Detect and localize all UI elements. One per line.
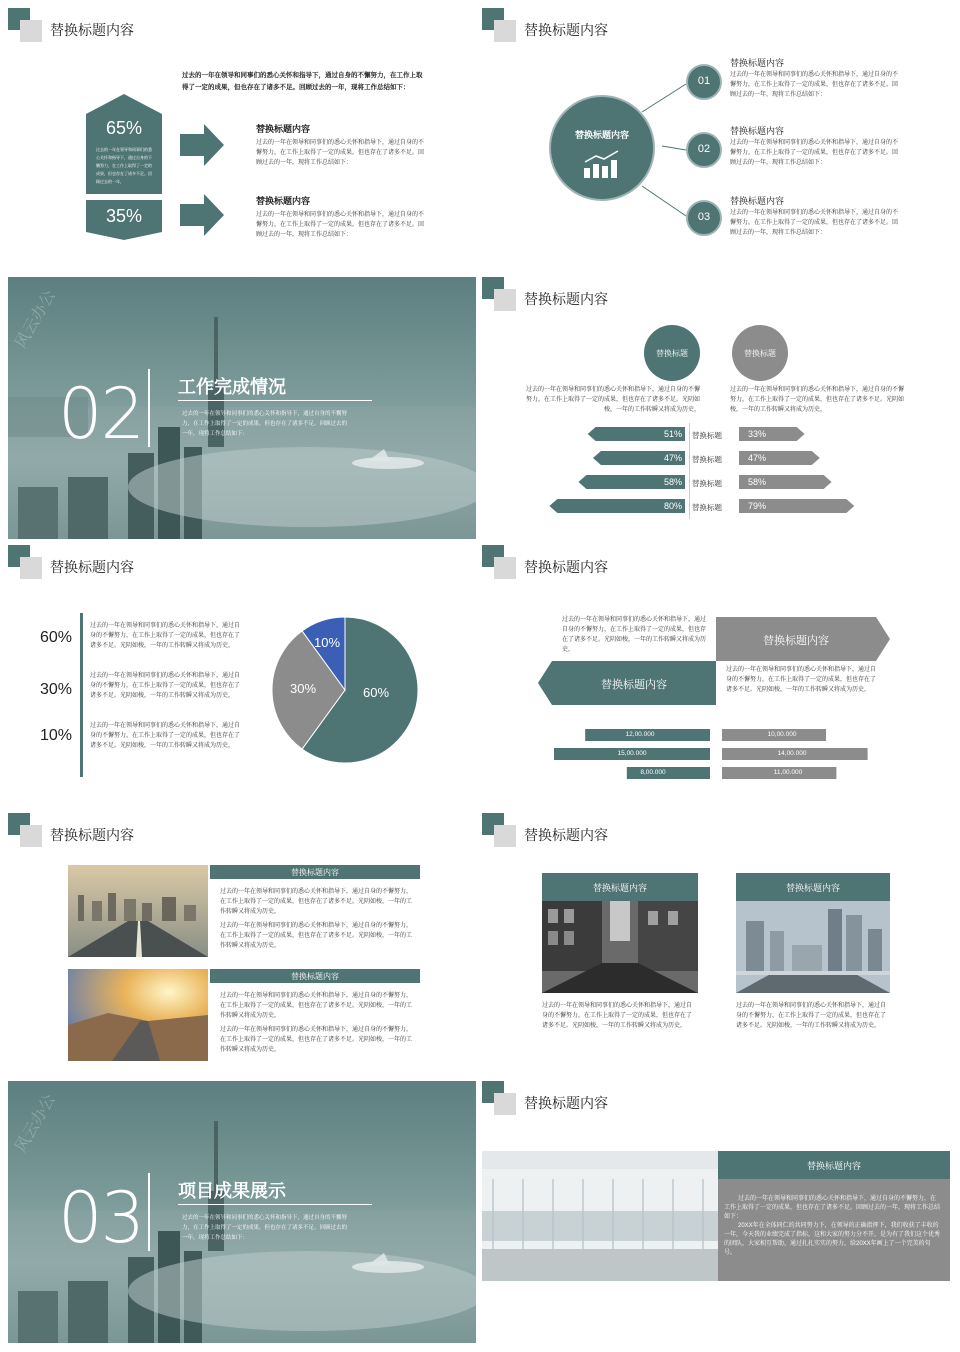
- bar-value-left: 15,00.000: [617, 750, 647, 757]
- row-right-pct: 47%: [748, 453, 767, 463]
- slide-6: [482, 545, 950, 807]
- slide-4: [482, 277, 950, 539]
- arrow-right-icon: [180, 124, 224, 166]
- row-left-pct: 51%: [663, 429, 682, 439]
- header-square-light: [494, 1093, 516, 1115]
- badge-text: 过去的一年在领导和同事们的悉心关怀和指导下，通过自身的不懈努力，在工作上取得了一定的成果，但也存在了诸多不足。回顾过去的一年，: [96, 147, 152, 184]
- section-title: 项目成果展示: [178, 1181, 286, 1201]
- row-left-pct: 80%: [663, 501, 682, 511]
- item1-title: 替换标题内容: [730, 58, 785, 68]
- circle-num-02: 02: [697, 143, 711, 155]
- item2-title: 替换标题内容: [256, 196, 311, 206]
- slide-2: [482, 8, 950, 270]
- header-square-light: [20, 825, 42, 847]
- circle-num-03: 03: [697, 211, 711, 223]
- top-left-text: 过去的一年在领导和同事们的悉心关怀和指导下，通过自身的不懈努力，在工作上取得了一定的成果，但也存在了诸多不足。光阴如梭，一年的工作转瞬又将成为历史，: [562, 617, 707, 653]
- item2-text: 过去的一年在领导和同事们的悉心关怀和指导下，通过自身的不懈努力，在工作上取得了一定的成果，但也存在了诸多不足。回顾过去的一年，现将工作总结如下：: [256, 212, 425, 238]
- percent-35: 35%: [105, 206, 143, 226]
- section-number: 02: [58, 373, 144, 455]
- section-text: 过去的一年在领导和同事们的悉心关怀和指导下，通过自身的不懈努力，在工作上取得了一定的成果，但也存在了诸多不足。回顾过去的一年，现将工作总结如下：: [182, 1215, 348, 1241]
- header-square-light: [494, 825, 516, 847]
- block2-p1: 过去的一年在领导和同事们的悉心关怀和指导下，通过自身的不懈努力，在工作上取得了一定的成果，但也存在了诸多不足。光阴如梭，一年的工作转瞬又将成为历史，: [220, 993, 413, 1019]
- vertical-bar: [80, 613, 83, 777]
- item1-title: 替换标题内容: [256, 124, 311, 134]
- bar-value-right: 14,00.000: [777, 750, 807, 757]
- slide-title: 替换标题内容: [524, 1095, 608, 1111]
- row-label: 替换标题: [692, 455, 722, 464]
- row-label: 替换标题: [692, 479, 722, 488]
- watermark: 风云办公: [12, 1091, 60, 1156]
- card1-title: 替换标题内容: [592, 883, 647, 893]
- row-right-pct: 79%: [748, 501, 767, 511]
- right-text: 过去的一年在领导和同事们的悉心关怀和指导下，通过自身的不懈努力，在工作上取得了一定的成果，但也存在了诸多不足。光阴如梭，一年的工作转瞬又将成为历史，: [730, 387, 905, 413]
- block2-p2: 过去的一年在领导和同事们的悉心关怀和指导下，通过自身的不懈努力，在工作上取得了一定的成果，但也存在了诸多不足。光阴如梭，一年的工作转瞬又将成为历史，: [220, 1027, 413, 1053]
- row-label: 替换标题: [692, 431, 722, 440]
- card2-title: 替换标题内容: [785, 883, 840, 893]
- section-title: 工作完成情况: [178, 377, 286, 397]
- pct-label-30: 30%: [40, 681, 73, 698]
- bar-value-left: 8,00.000: [640, 769, 666, 776]
- slide-1: [8, 8, 476, 270]
- section-text: 过去的一年在领导和同事们的悉心关怀和指导下，通过自身的不懈努力，在工作上取得了一定的成果，但也存在了诸多不足。回顾过去的一年，现将工作总结如下：: [182, 411, 348, 437]
- sunset-road-photo: [68, 969, 208, 1061]
- row-left-pct: 47%: [663, 453, 682, 463]
- bar-value-right: 11,00.000: [773, 769, 803, 776]
- header-square-light: [20, 557, 42, 579]
- header-square-light: [20, 20, 42, 42]
- right-arrow-label: 替换标题内容: [763, 635, 829, 647]
- pct-label-60: 60%: [40, 629, 73, 646]
- block1-p1: 过去的一年在领导和同事们的悉心关怀和指导下，通过自身的不懈努力，在工作上取得了一定的成果，但也存在了诸多不足。光阴如梭，一年的工作转瞬又将成为历史，: [220, 889, 413, 915]
- item2-title: 替换标题内容: [730, 126, 785, 136]
- pie-label-30: 30%: [290, 681, 317, 696]
- info-box-title: 替换标题内容: [806, 1161, 861, 1171]
- row-right-pct: 58%: [748, 477, 767, 487]
- bar-chart-icon: [582, 150, 622, 180]
- row-label: 替换标题: [692, 503, 722, 512]
- item3-title: 替换标题内容: [730, 196, 785, 206]
- office-window-photo: [482, 1151, 718, 1281]
- slide-title: 替换标题内容: [524, 559, 608, 575]
- circle-num-01: 01: [697, 75, 711, 87]
- slide-5: [8, 545, 476, 807]
- title-underline: [178, 400, 372, 401]
- right-text: 过去的一年在领导和同事们的悉心关怀和指导下，通过自身的不懈努力，在工作上取得了一定的成果，但也存在了诸多不足。光阴如梭，一年的工作转瞬又将成为历史，: [726, 667, 877, 693]
- item3-text: 过去的一年在领导和同事们的悉心关怀和指导下，通过自身的不懈努力，在工作上取得了一定的成果，但也存在了诸多不足。光阴如梭，一年的工作转瞬又将成为历史，: [90, 723, 241, 749]
- percent-65: 65%: [105, 118, 143, 138]
- vertical-divider: [148, 369, 150, 447]
- center-circle-title: 替换标题内容: [574, 130, 629, 140]
- slide-title: 替换标题内容: [50, 22, 134, 38]
- slide-title: 替换标题内容: [50, 827, 134, 843]
- slide-title: 替换标题内容: [524, 22, 608, 38]
- pct-label-10: 10%: [40, 727, 73, 744]
- street-photo-bw: [542, 901, 698, 993]
- slide-7: [8, 813, 476, 1075]
- arrow-right-icon: [180, 194, 224, 236]
- slide-3-section: [8, 277, 476, 539]
- vertical-divider: [148, 1173, 150, 1251]
- bar-value-right: 10,00.000: [767, 731, 797, 738]
- pie-label-10: 10%: [314, 635, 341, 650]
- skyline-photo: [736, 901, 890, 993]
- city-road-photo: [68, 865, 208, 957]
- bar-value-left: 12,00.000: [625, 731, 655, 738]
- item2-text: 过去的一年在领导和同事们的悉心关怀和指导下，通过自身的不懈努力，在工作上取得了一定的成果，但也存在了诸多不足。回顾过去的一年，现将工作总结如下：: [730, 140, 899, 166]
- info-box-p2: 20XX年在全体同仁的共同努力下，在领导的正确指挥下，我们收获了丰收的一年，今天我的业绩完成了指标，这和大家的努力分不开，是为有了我们这个优秀的团队，大家相互帮助，通过扎扎实实的努力，给20XX年画上了一个完美的句号。: [724, 1223, 941, 1256]
- row-right-pct: 33%: [748, 429, 767, 439]
- block2-title: 替换标题内容: [291, 972, 339, 981]
- slide-8: [482, 813, 950, 1075]
- item1-text: 过去的一年在领导和同事们的悉心关怀和指导下，通过自身的不懈努力，在工作上取得了一定的成果，但也存在了诸多不足。回顾过去的一年，现将工作总结如下：: [730, 72, 899, 98]
- item1-text: 过去的一年在领导和同事们的悉心关怀和指导下，通过自身的不懈努力，在工作上取得了一定的成果，但也存在了诸多不足。回顾过去的一年，现将工作总结如下：: [256, 140, 425, 166]
- item3-text: 过去的一年在领导和同事们的悉心关怀和指导下，通过自身的不懈努力，在工作上取得了一定的成果，但也存在了诸多不足。回顾过去的一年，现将工作总结如下：: [730, 210, 899, 236]
- slide-9-section: [8, 1081, 476, 1343]
- right-circle-label: 替换标题: [744, 349, 776, 358]
- slide-title: 替换标题内容: [524, 827, 608, 843]
- left-circle-label: 替换标题: [656, 349, 688, 358]
- item2-text: 过去的一年在领导和同事们的悉心关怀和指导下，通过自身的不懈努力，在工作上取得了一定的成果，但也存在了诸多不足。光阴如梭，一年的工作转瞬又将成为历史，: [90, 673, 241, 699]
- block1-title: 替换标题内容: [291, 868, 339, 877]
- left-text: 过去的一年在领导和同事们的悉心关怀和指导下，通过自身的不懈努力，在工作上取得了一定的成果，但也存在了诸多不足。光阴如梭，一年的工作转瞬又将成为历史，: [525, 387, 700, 413]
- title-underline: [178, 1204, 372, 1205]
- watermark: 风云办公: [12, 287, 60, 352]
- card1-text: 过去的一年在领导和同事们的悉心关怀和指导下，通过自身的不懈努力，在工作上取得了一定的成果，但也存在了诸多不足。光阴如梭，一年的工作转瞬又将成为历史，: [542, 1003, 693, 1029]
- left-arrow-label: 替换标题内容: [601, 679, 667, 691]
- value-bars: [482, 545, 950, 807]
- pie-label-60: 60%: [363, 685, 390, 700]
- block1-p2: 过去的一年在领导和同事们的悉心关怀和指导下，通过自身的不懈努力，在工作上取得了一定的成果，但也存在了诸多不足。光阴如梭，一年的工作转瞬又将成为历史，: [220, 923, 413, 949]
- info-box-p1: 过去的一年在领导和同事们的悉心关怀和指导下，通过自身的不懈努力，在工作上取得了一定的成果，但也存在了诸多不足。回顾过去的一年，现将工作总结如下：: [724, 1196, 941, 1220]
- slide-title: 替换标题内容: [524, 291, 608, 307]
- slide-title: 替换标题内容: [50, 559, 134, 575]
- row-left-pct: 58%: [663, 477, 682, 487]
- comparison-bars: [482, 277, 950, 539]
- item1-text: 过去的一年在领导和同事们的悉心关怀和指导下，通过自身的不懈努力，在工作上取得了一定的成果，但也存在了诸多不足。光阴如梭，一年的工作转瞬又将成为历史，: [90, 623, 241, 649]
- slide-10: [482, 1081, 950, 1343]
- section-number: 03: [58, 1177, 144, 1259]
- intro-text: 过去的一年在领导和同事们的悉心关怀和指导下，通过自身的不懈努力，在工作上取得了一定的成果，但也存在了诸多不足。回顾过去的一年，现将工作总结如下：: [182, 72, 423, 91]
- card2-text: 过去的一年在领导和同事们的悉心关怀和指导下，通过自身的不懈努力，在工作上取得了一定的成果，但也存在了诸多不足。光阴如梭，一年的工作转瞬又将成为历史，: [736, 1003, 887, 1029]
